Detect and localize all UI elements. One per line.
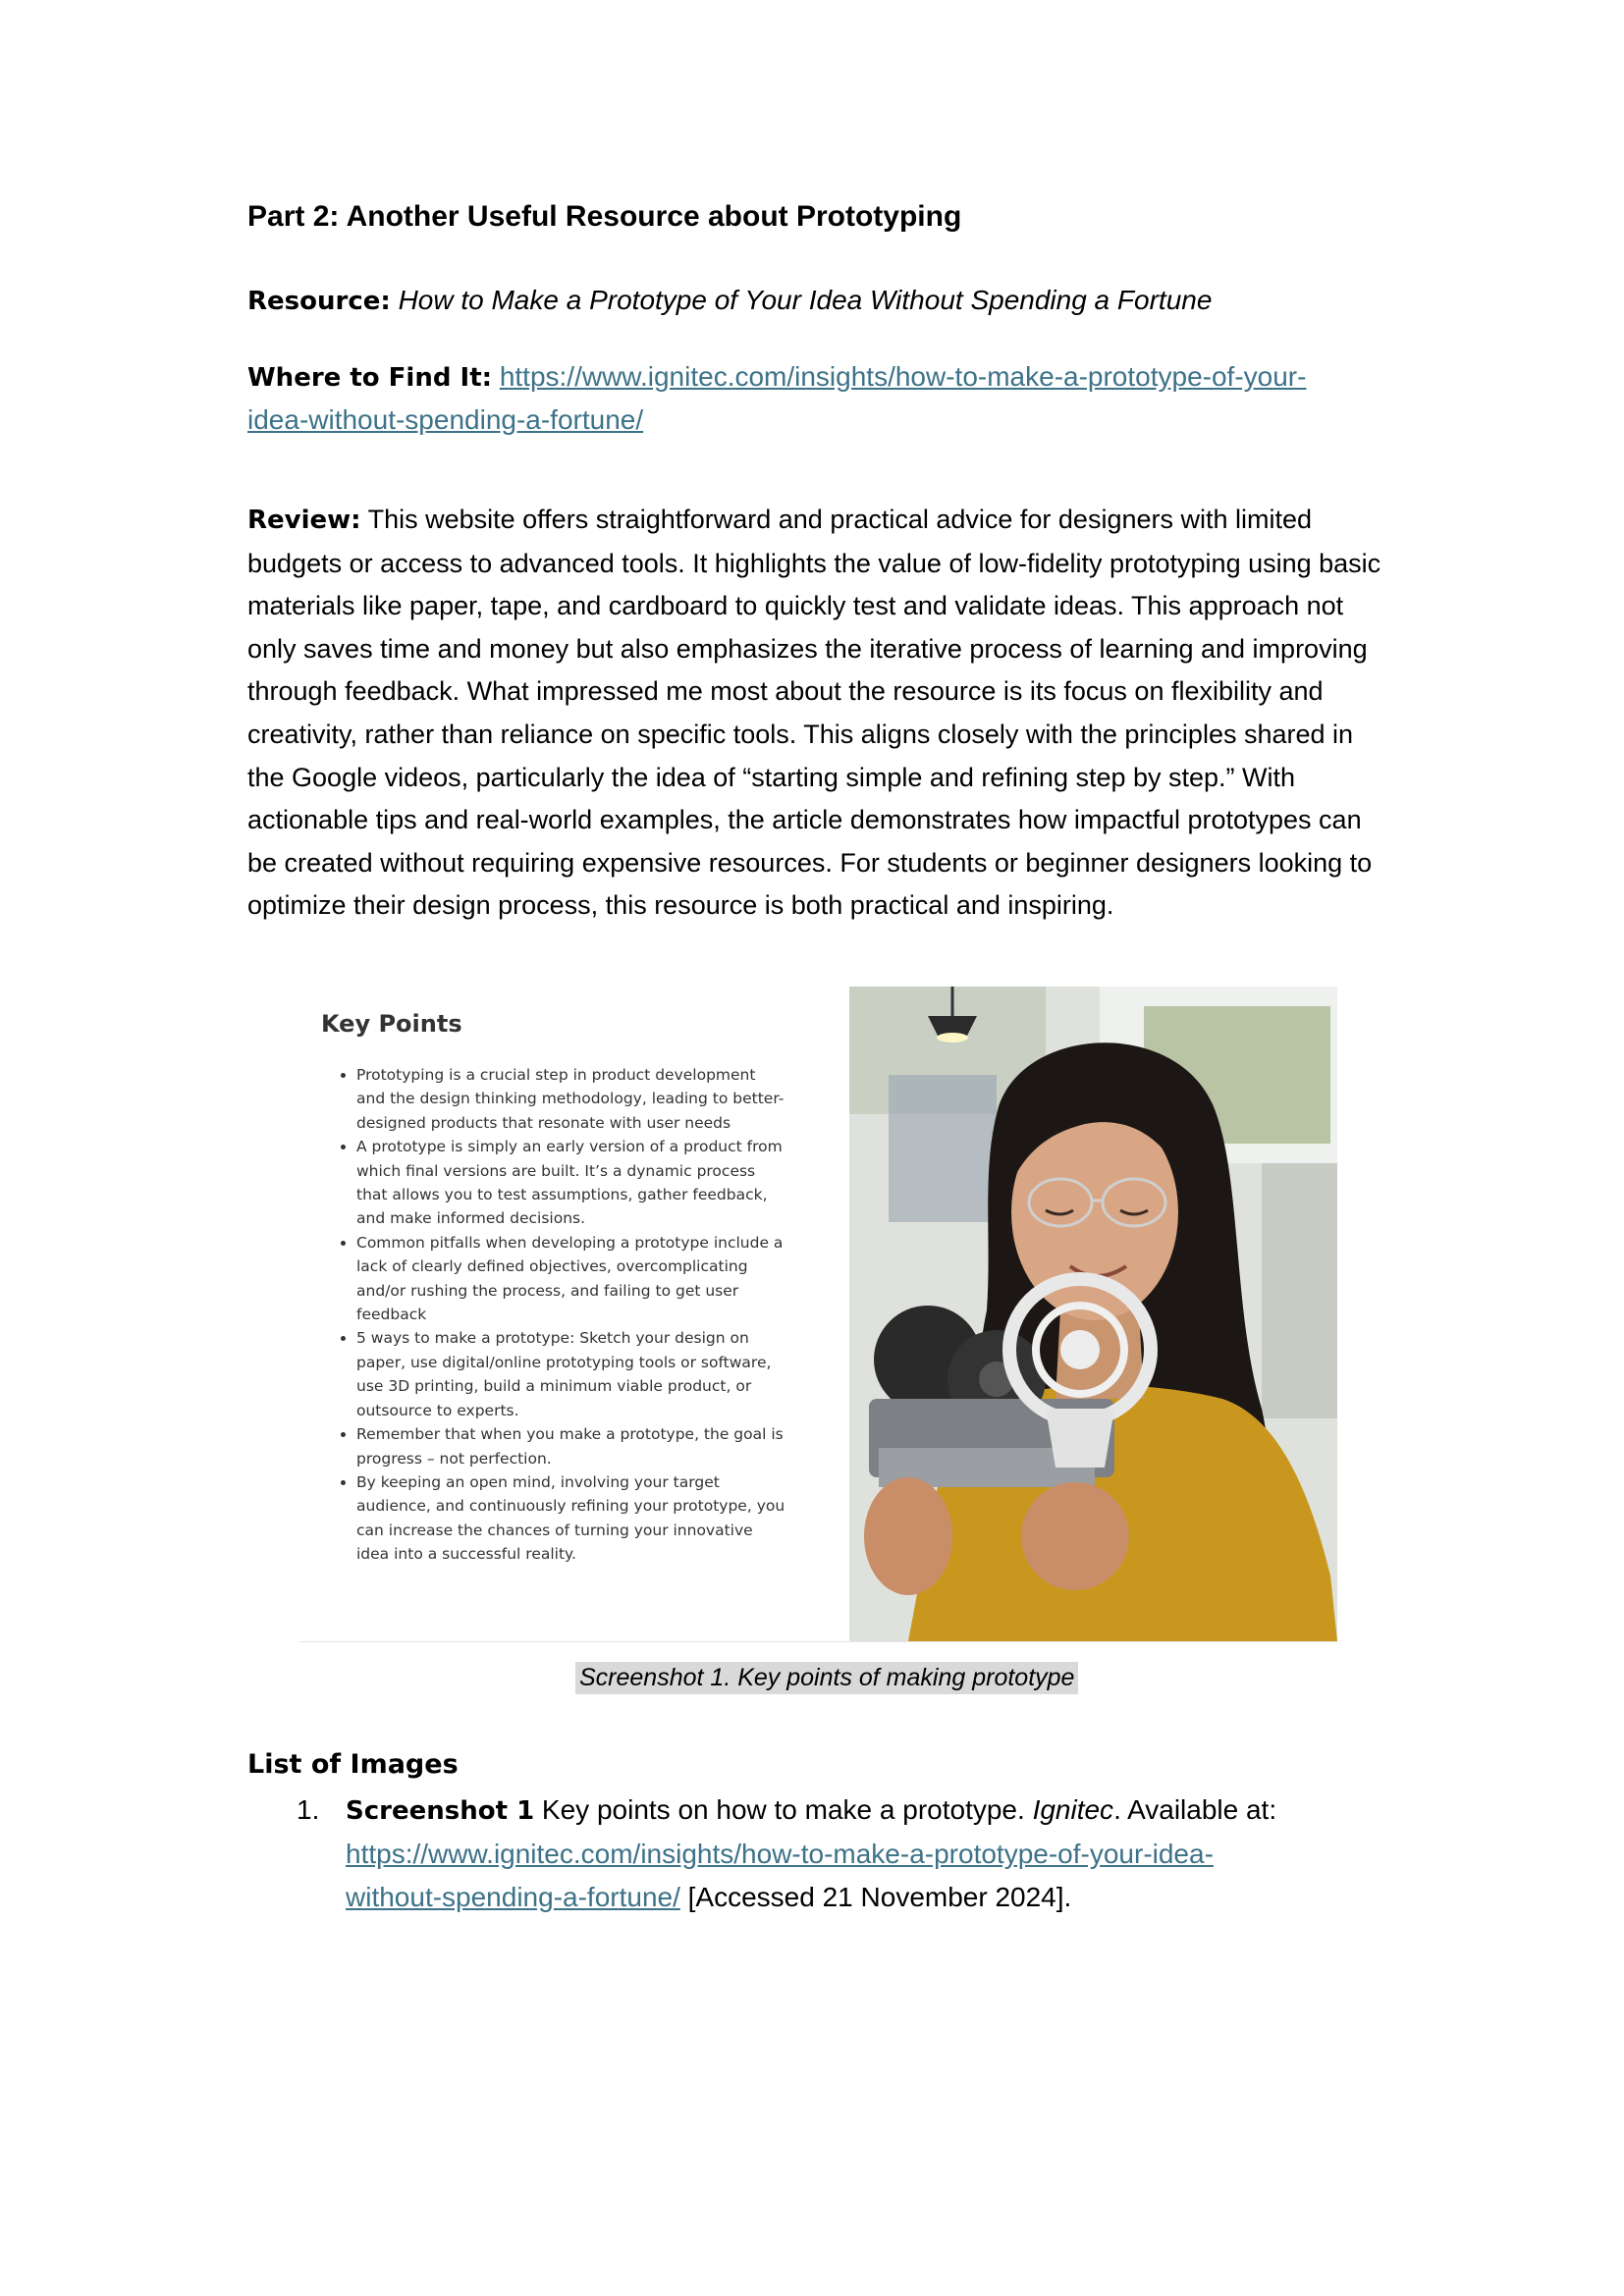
photo-woman-with-prototype	[849, 987, 1337, 1641]
screenshot-caption: Screenshot 1. Key points of making prototype	[575, 1662, 1078, 1694]
review-label: Review:	[247, 506, 361, 535]
key-points-list	[331, 1063, 788, 1567]
list-number: 1.	[297, 1794, 320, 1825]
list-item-source: Ignitec	[1032, 1794, 1114, 1825]
embedded-screenshot	[299, 987, 1337, 1642]
resource-link-part2[interactable]: idea-without-spending-a-fortune/	[247, 404, 644, 435]
section-heading: Part 2: Another Useful Resource about Prototyping	[247, 200, 962, 233]
list-item-available: . Available at:	[1113, 1794, 1277, 1825]
list-item-link-part1[interactable]: https://www.ignitec.com/insights/how-to-make-a-prototype-of-your-idea-	[346, 1839, 1214, 1869]
key-point-item: • A prototype is simply an early version of a product from which final versions are built. It’s a dynamic process that allows you to test assumptions, gather feedback, and make informed decisions.	[356, 1135, 788, 1231]
list-item-link-part2[interactable]: without-spending-a-fortune/	[346, 1882, 680, 1912]
where-line	[247, 355, 1306, 400]
resource-title: How to Make a Prototype of Your Idea Without Spending a Fortune	[398, 285, 1213, 315]
list-item-text: Key points on how to make a prototype.	[534, 1794, 1033, 1825]
list-item-label: Screenshot 1	[346, 1796, 535, 1826]
key-point-item: • Remember that when you make a prototype, the goal is progress – not perfection.	[356, 1422, 788, 1470]
list-item-screenshot-1	[346, 1789, 1377, 1919]
key-point-item: • Common pitfalls when developing a prototype include a lack of clearly defined objectives, overcomplicating and/or rushing the process, and failing to get user feedback	[356, 1231, 788, 1327]
where-line-2	[247, 399, 643, 442]
key-points-title: Key Points	[321, 1010, 462, 1038]
review-paragraph	[247, 499, 1396, 928]
photo-illustration	[849, 987, 1337, 1641]
resource-line	[247, 279, 1212, 323]
review-text: This website offers straightforward and practical advice for designers with limited budgets or access to advanced tools. It highlights the value of low-fidelity prototyping using basic materials like paper, tape, and cardboard to quickly test and validate ideas. This approach not only saves time and money but also emphasizes the iterative process of learning and improving through feedback. What impressed me most about the resource is its focus on flexibility and creativity, rather than reliance on specific tools. This aligns closely with the principles shared in the Google videos, particularly the idea of “starting simple and refining step by step.” With actionable tips and real-world examples, the article demonstrates how impactful prototypes can be created without requiring expensive resources. For students or beginner designers looking to optimize their design process, this resource is both practical and inspiring.	[247, 505, 1381, 921]
list-item-accessed: [Accessed 21 November 2024].	[679, 1882, 1072, 1912]
resource-link-part1[interactable]: https://www.ignitec.com/insights/how-to-make-a-prototype-of-your-	[499, 361, 1307, 392]
key-point-item: • 5 ways to make a prototype: Sketch your design on paper, use digital/online prototyping tools or software, use 3D printing, build a minimum viable product, or outsource to experts.	[356, 1326, 788, 1422]
resource-label: Resource:	[247, 287, 391, 316]
key-point-item: • Prototyping is a crucial step in product development and the design thinking methodology, leading to better-designed products that resonate with user needs	[356, 1063, 788, 1135]
key-point-item: • By keeping an open mind, involving your target audience, and continuously refining your prototype, you can increase the chances of turning your innovative idea into a successful reality.	[356, 1470, 788, 1567]
list-of-images-heading: List of Images	[247, 1749, 459, 1780]
where-label: Where to Find It:	[247, 363, 493, 393]
